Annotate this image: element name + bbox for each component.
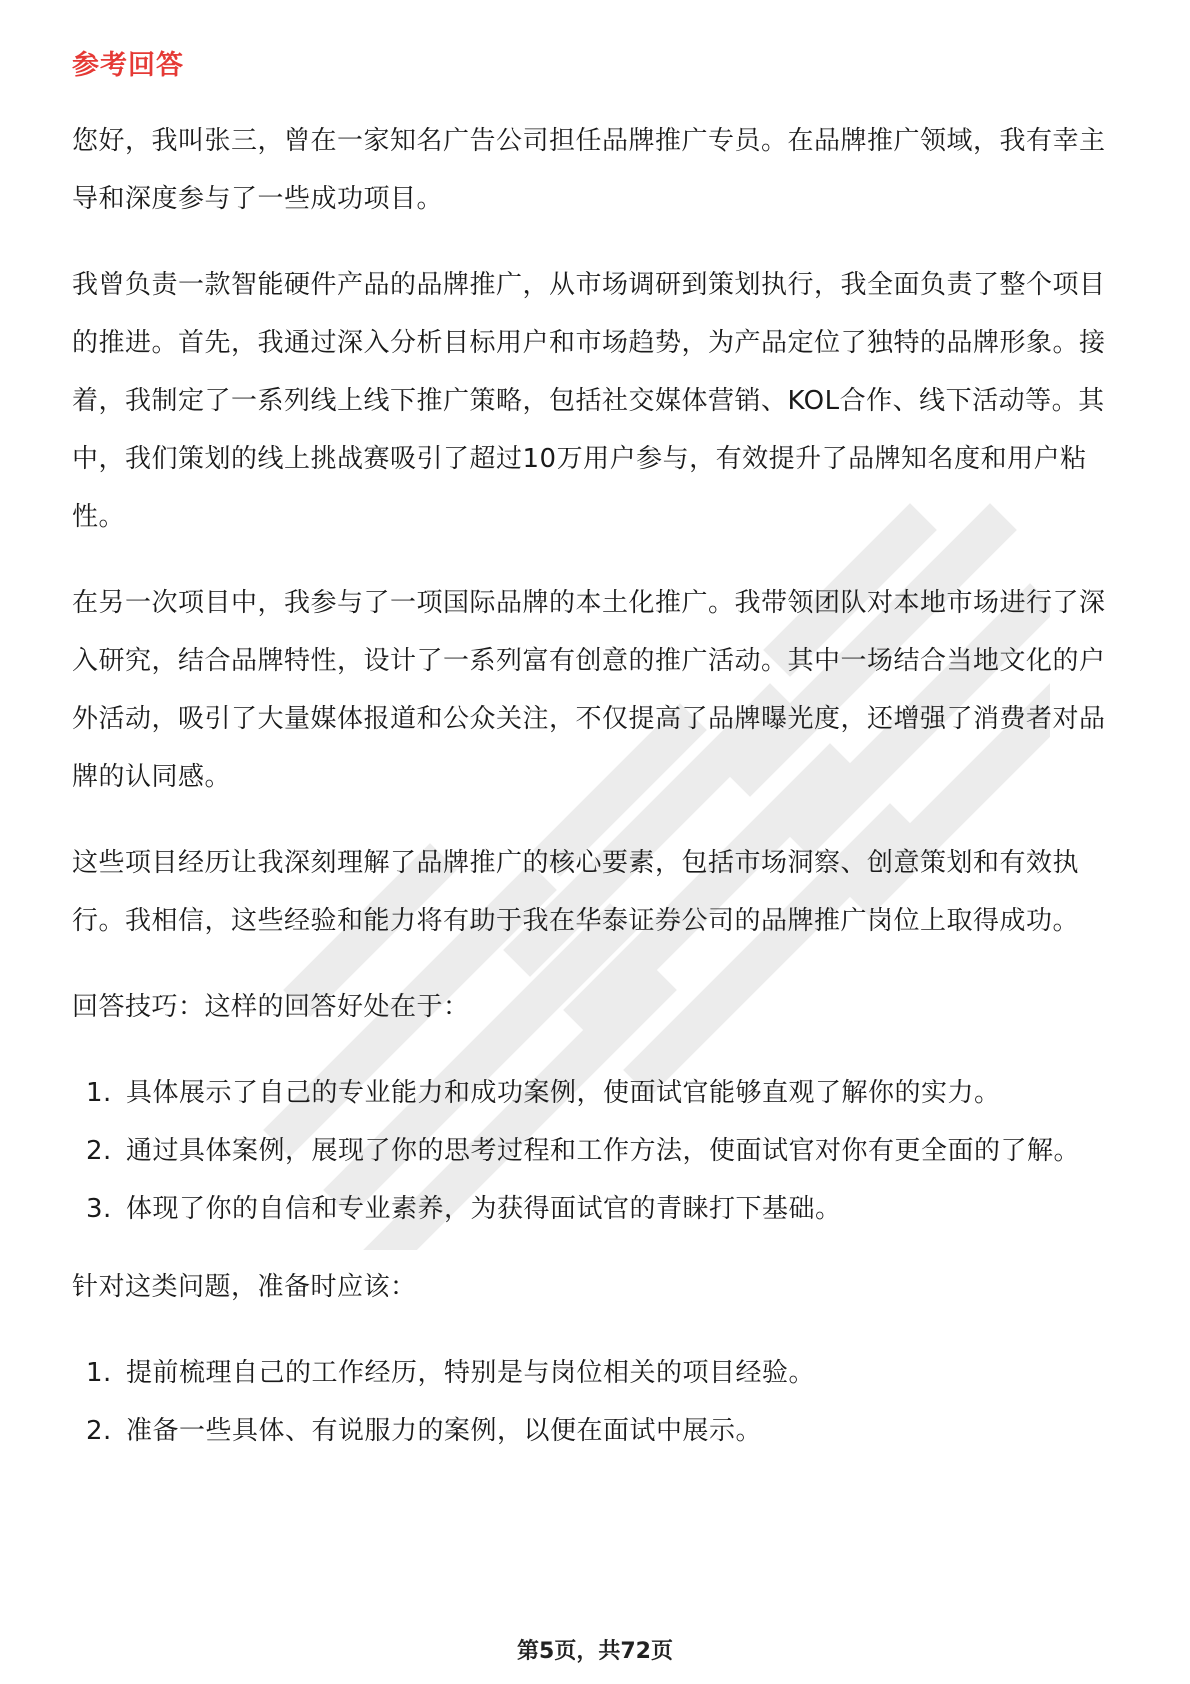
list-item [72, 1122, 1118, 1180]
tips-intro: 回答技巧：这样的回答好处在于： [72, 992, 470, 1022]
list-item [72, 1402, 1118, 1460]
prep-intro: 针对这类问题，准备时应该： [72, 1272, 417, 1302]
list-text: 具体展示了自己的专业能力和成功案例，使面试官能够直观了解你的实力。 [126, 1078, 1001, 1108]
list-number: 2. [86, 1416, 112, 1446]
prep-list [72, 1344, 1118, 1460]
list-item [72, 1180, 1118, 1238]
paragraph: 我曾负责一款智能硬件产品的品牌推广，从市场调研到策划执行，我全面负责了整个项目的推进。首先，我通过深入分析目标用户和市场趋势，为产品定位了独特的品牌形象。接着，我制定了一系列线上线下推广策略，包括社交媒体营销、KOL合作、线下活动等。其中，我们策划的线上挑战赛吸引了超过10万用户参与，有效提升了品牌知名度和用户粘性。 [72, 270, 1106, 532]
tips-list [72, 1064, 1118, 1238]
list-number: 2. [86, 1136, 112, 1166]
list-text: 通过具体案例，展现了你的思考过程和工作方法，使面试官对你有更全面的了解。 [126, 1136, 1081, 1166]
list-text: 提前梳理自己的工作经历，特别是与岗位相关的项目经验。 [126, 1358, 816, 1388]
page-number: 第5页，共72页 [517, 1639, 673, 1664]
section-heading: 参考回答 [72, 50, 184, 81]
list-item [72, 1344, 1118, 1402]
list-item [72, 1064, 1118, 1122]
list-number: 1. [86, 1078, 112, 1108]
document-body [72, 46, 1118, 1480]
paragraph: 您好，我叫张三，曾在一家知名广告公司担任品牌推广专员。在品牌推广领域，我有幸主导和深度参与了一些成功项目。 [72, 126, 1106, 214]
list-number: 1. [86, 1358, 112, 1388]
paragraph: 这些项目经历让我深刻理解了品牌推广的核心要素，包括市场洞察、创意策划和有效执行。我相信，这些经验和能力将有助于我在华泰证券公司的品牌推广岗位上取得成功。 [72, 848, 1080, 936]
list-number: 3. [86, 1194, 112, 1224]
list-text: 准备一些具体、有说服力的案例，以便在面试中展示。 [126, 1416, 763, 1446]
paragraph: 在另一次项目中，我参与了一项国际品牌的本土化推广。我带领团队对本地市场进行了深入研究，结合品牌特性，设计了一系列富有创意的推广活动。其中一场结合当地文化的户外活动，吸引了大量媒体报道和公众关注，不仅提高了品牌曝光度，还增强了消费者对品牌的认同感。 [72, 588, 1106, 792]
list-text: 体现了你的自信和专业素养，为获得面试官的青睐打下基础。 [126, 1194, 842, 1224]
